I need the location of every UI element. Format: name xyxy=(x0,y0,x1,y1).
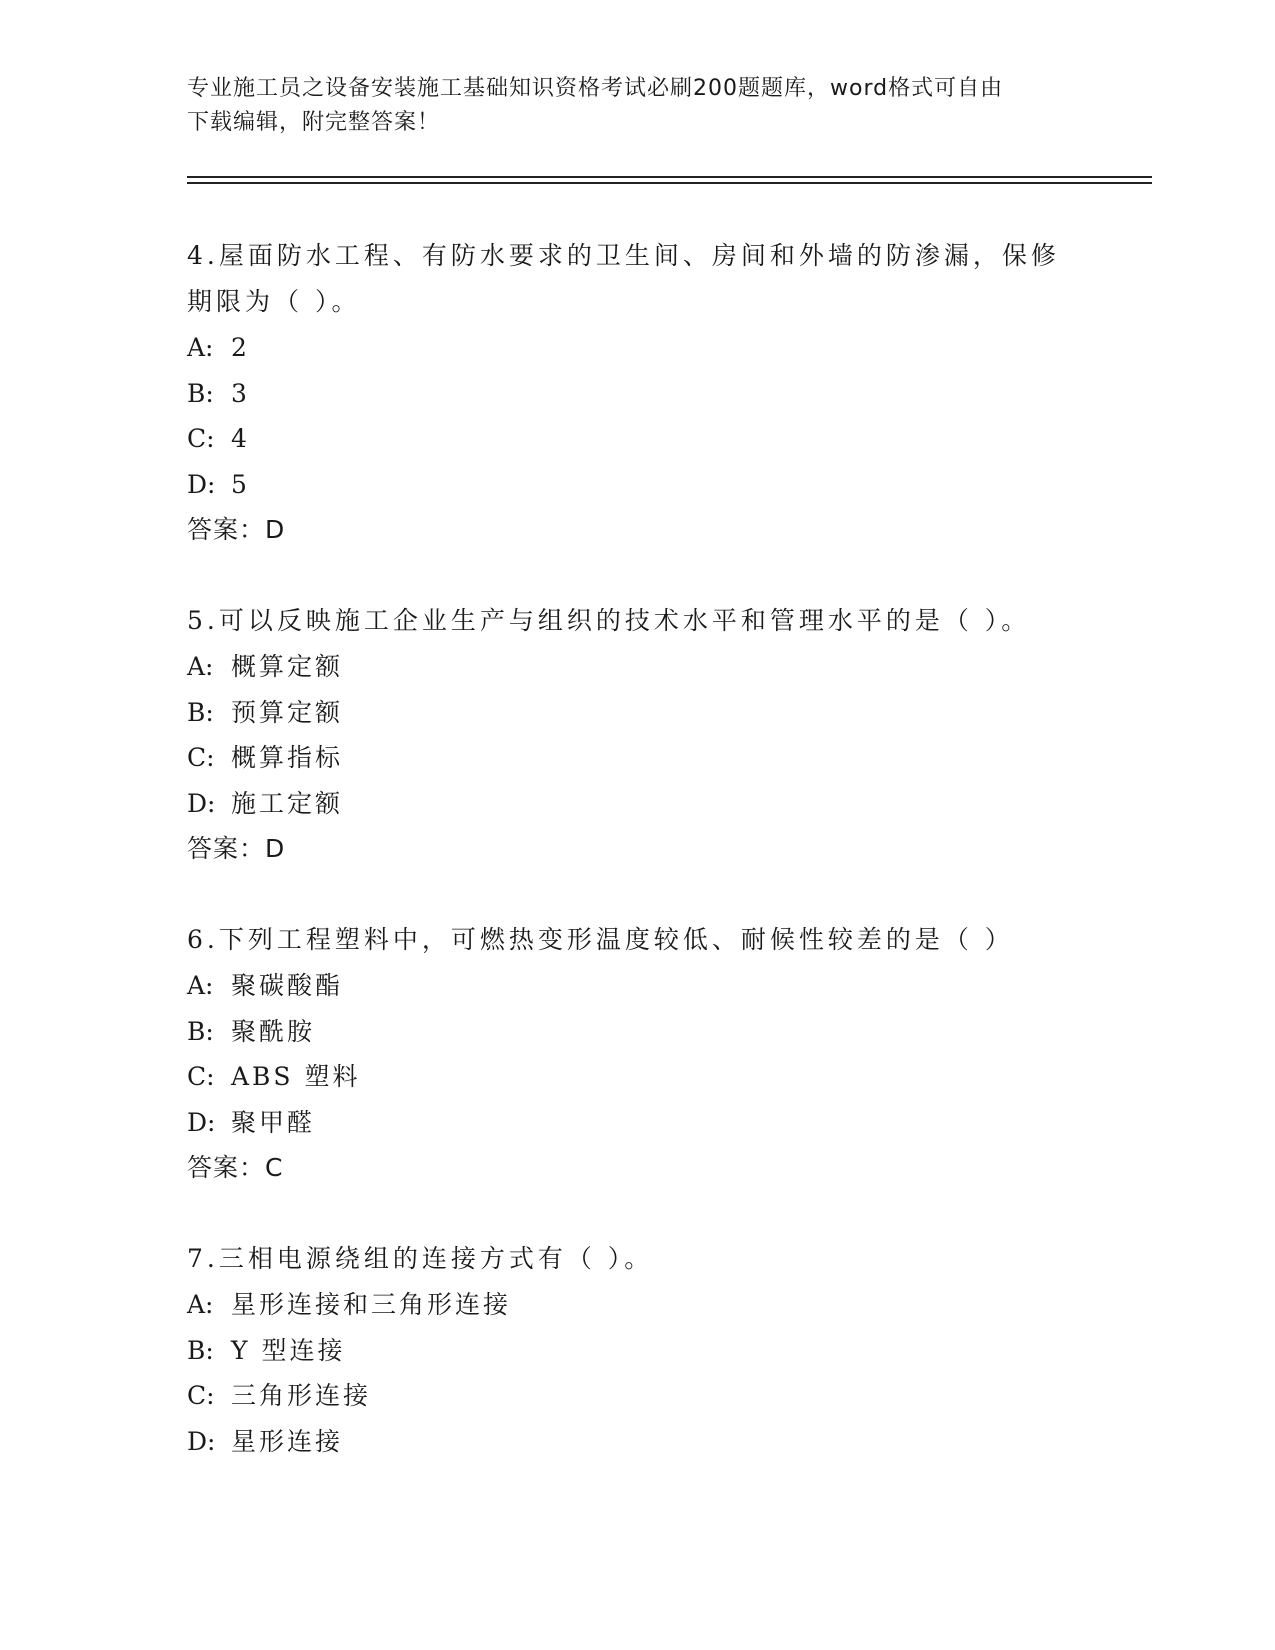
option-text: ABS 塑料 xyxy=(231,1062,361,1091)
option-letter: D: xyxy=(187,788,216,818)
question-item xyxy=(187,917,1087,1191)
option-text: 预算定额 xyxy=(231,697,344,727)
option-text: 星形连接 xyxy=(231,1426,344,1456)
option-letter: A: xyxy=(187,971,214,1000)
option-letter: D: xyxy=(187,1107,216,1137)
question-stem: 6.下列工程塑料中，可燃热变形温度较低、耐候性较差的是（ ） xyxy=(187,925,1014,954)
option-text: 聚碳酸酯 xyxy=(231,971,344,1000)
option-c xyxy=(187,416,1087,462)
option-d xyxy=(187,1419,1087,1465)
option-letter: A: xyxy=(187,333,214,362)
question-item xyxy=(187,598,1087,872)
option-text: 三角形连接 xyxy=(231,1381,372,1410)
header-divider-top xyxy=(187,176,1152,178)
answer-line: 答案：D xyxy=(187,834,286,863)
option-letter: B: xyxy=(187,378,214,408)
option-letter: C: xyxy=(187,1381,215,1410)
option-letter: B: xyxy=(187,1335,214,1365)
option-a xyxy=(187,325,1087,371)
option-c xyxy=(187,735,1087,781)
answer-line: 答案：C xyxy=(187,1153,284,1182)
option-d xyxy=(187,781,1087,827)
header-line-1: 专业施工员之设备安装施工基础知识资格考试必刷200题题库，word格式可自由 xyxy=(187,76,1004,101)
option-letter: D: xyxy=(187,469,216,499)
option-letter: D: xyxy=(187,1426,216,1456)
option-text: 施工定额 xyxy=(231,788,344,818)
option-text: 聚酰胺 xyxy=(231,1016,316,1046)
option-text: 聚甲醛 xyxy=(231,1107,316,1137)
question-stem: 5.可以反映施工企业生产与组织的技术水平和管理水平的是（ ）。 xyxy=(187,606,1031,635)
question-stem-continued: 期限为（ ）。 xyxy=(187,287,361,316)
option-text: Y 型连接 xyxy=(231,1335,346,1365)
option-text: 4 xyxy=(231,424,250,453)
question-list xyxy=(187,233,1087,1509)
option-letter: C: xyxy=(187,1062,215,1091)
question-stem: 4.屋面防水工程、有防水要求的卫生间、房间和外墙的防渗漏，保修 xyxy=(187,241,1060,270)
document-header xyxy=(187,72,1087,140)
option-a xyxy=(187,963,1087,1009)
option-text: 5 xyxy=(231,469,250,499)
option-letter: C: xyxy=(187,424,215,453)
option-letter: B: xyxy=(187,697,214,727)
option-b xyxy=(187,1009,1087,1055)
question-item xyxy=(187,1236,1087,1464)
option-text: 3 xyxy=(231,378,250,408)
option-b xyxy=(187,371,1087,417)
question-item xyxy=(187,233,1087,553)
option-letter: A: xyxy=(187,1290,214,1319)
option-text: 2 xyxy=(231,333,250,362)
option-text: 概算定额 xyxy=(231,652,344,681)
question-stem: 7.三相电源绕组的连接方式有（ ）。 xyxy=(187,1244,654,1273)
option-text: 星形连接和三角形连接 xyxy=(231,1290,512,1319)
option-text: 概算指标 xyxy=(231,743,344,772)
option-letter: A: xyxy=(187,652,214,681)
answer-line: 答案：D xyxy=(187,515,286,544)
option-b xyxy=(187,690,1087,736)
option-d xyxy=(187,462,1087,508)
option-d xyxy=(187,1100,1087,1146)
option-b xyxy=(187,1328,1087,1374)
header-line-2: 下载编辑，附完整答案！ xyxy=(187,110,441,135)
option-c xyxy=(187,1054,1087,1100)
option-letter: B: xyxy=(187,1016,214,1046)
header-divider-bottom xyxy=(187,182,1152,184)
option-a xyxy=(187,1282,1087,1328)
option-a xyxy=(187,644,1087,690)
option-letter: C: xyxy=(187,743,215,772)
option-c xyxy=(187,1373,1087,1419)
